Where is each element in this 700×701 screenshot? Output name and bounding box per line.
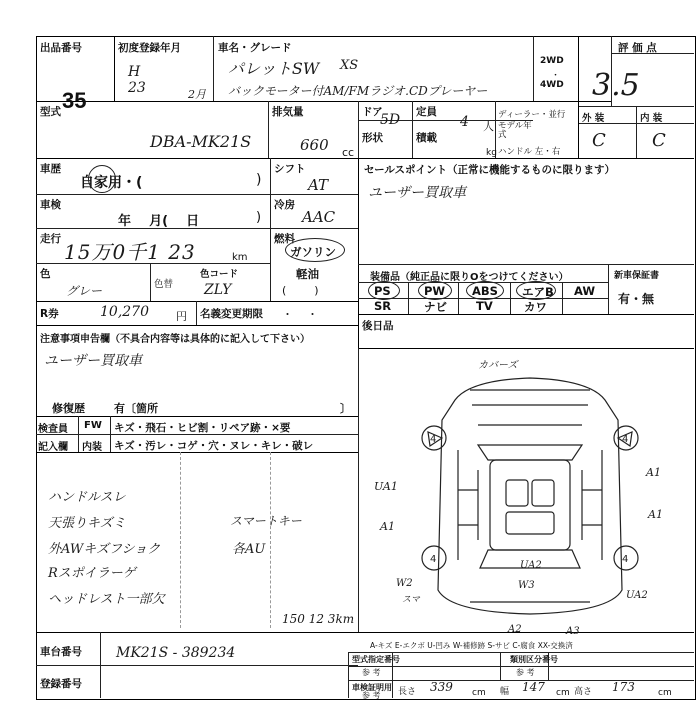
doors: 5D	[380, 112, 401, 128]
interior-label: 内 装	[640, 113, 663, 124]
color-label: 色	[40, 268, 51, 280]
car-name: パレットSW	[228, 59, 320, 78]
damage-mark: A3	[566, 626, 580, 637]
new-warranty: 有・無	[618, 292, 655, 306]
car-grade: XS	[340, 58, 359, 73]
shape-label: 形状	[362, 132, 383, 144]
title-deadline: ・ ・	[282, 308, 318, 321]
equip-tv: TV	[476, 299, 493, 313]
diagram-bottom-label: スマ	[402, 595, 420, 605]
side-note: スマートキー	[230, 514, 302, 528]
height: 173	[612, 680, 635, 694]
divider	[578, 36, 579, 158]
divider	[196, 301, 197, 325]
entry-label: 記入欄	[38, 442, 68, 453]
divider	[100, 632, 101, 698]
drive-4wd: 4WD	[540, 80, 564, 90]
chassis-label: 車台番号	[40, 646, 82, 658]
divider	[636, 106, 637, 158]
mileage-label: 走行	[40, 233, 61, 245]
ac-label: 冷房	[274, 199, 295, 211]
color-code: ZLY	[204, 282, 232, 298]
cm-unit: cm	[472, 688, 486, 698]
divider	[36, 416, 358, 417]
history-value: 自家用・(	[80, 175, 143, 191]
width-label: 幅	[500, 687, 510, 697]
divider	[348, 680, 694, 681]
equip-abs: ABS	[472, 284, 498, 298]
fuel-circle-mark	[285, 238, 345, 262]
svg-text:4: 4	[622, 554, 629, 565]
length-label: 長さ	[398, 687, 417, 697]
note-line: 外AWキズフショク	[48, 542, 161, 557]
exterior-grade: C	[592, 130, 606, 151]
divider	[510, 282, 511, 314]
divider	[358, 101, 359, 158]
interior-check-label: 内装	[82, 442, 102, 453]
mileage-note: 150 12 3km	[282, 612, 355, 626]
first-registration-era: H	[128, 64, 141, 80]
divider	[608, 264, 609, 314]
damage-mark: A1	[646, 466, 661, 479]
drive-2wd: 2WD	[540, 56, 564, 66]
divider	[36, 301, 358, 302]
divider	[358, 158, 359, 348]
km-unit: km	[232, 252, 248, 263]
notice-text: ユーザー買取車	[44, 353, 142, 369]
divider	[78, 416, 79, 452]
score: 3.5	[592, 68, 640, 103]
capacity: 4	[460, 114, 469, 130]
damage-legend: A-キズ E-エクボ U-凹み W-補修跡 S-サビ C-腐食 XX-交換済	[370, 641, 573, 650]
dashed-guide	[270, 452, 272, 628]
equip-navi: ナビ	[424, 300, 447, 314]
note-line: ハンドルスレ	[48, 490, 126, 505]
repair-history: 有〔箇所	[114, 402, 158, 415]
later-items-label: 後日品	[362, 320, 394, 332]
cm-unit: cm	[658, 688, 672, 698]
mileage: 15万0千1 23	[64, 240, 196, 264]
ac-type: AAC	[302, 208, 336, 226]
fw-items: キズ・飛石・ヒビ割・リペア跡・×要	[114, 422, 291, 434]
lot-number-label: 出品番号	[40, 42, 82, 54]
category-label: 類別区分番号	[510, 655, 558, 664]
divider	[358, 264, 694, 265]
interior-items: キズ・汚レ・コゲ・穴・ヌレ・キレ・破レ	[114, 440, 314, 452]
note-line: 天張りキズミ	[48, 516, 126, 531]
ref-label-3: 参 考	[362, 691, 381, 700]
svg-text:4: 4	[622, 434, 629, 445]
title-deadline-label: 名義変更期限	[200, 308, 263, 320]
first-registration-year: 23	[128, 80, 146, 96]
sales-point-text: ユーザー買取車	[368, 185, 466, 201]
diagram-top-label: カバーズ	[478, 360, 518, 371]
repair-history-close: 〕	[340, 402, 351, 415]
inspection-close-paren: )	[256, 210, 262, 225]
dashed-guide	[180, 452, 182, 628]
handle-label: ハンドル 左・右	[498, 147, 561, 157]
recycle-value: 10,270	[100, 304, 149, 320]
shift-label: シフト	[274, 163, 306, 175]
inspection-label: 車検	[40, 199, 61, 211]
fuel-gasoline: ガソリン	[290, 245, 336, 259]
car-options: バックモーター付AM/FMラジオ.CDプレーヤー	[228, 84, 488, 98]
divider	[36, 665, 358, 666]
cc-unit: cc	[342, 146, 355, 159]
chassis-number: MK21S - 389234	[116, 645, 236, 661]
dealer-label: ディーラー・並行	[498, 110, 566, 120]
displacement-label: 排気量	[272, 106, 304, 118]
recycle-label: R券	[40, 308, 59, 320]
length: 339	[430, 680, 453, 694]
persons-unit: 人	[483, 120, 494, 133]
divider	[348, 652, 694, 653]
capacity-label: 定員	[416, 106, 437, 118]
notice-label: 注意事項申告欄（不具合内容等は具体的に記入して下さい）	[40, 334, 310, 345]
doors-label: ドア	[362, 106, 383, 118]
exterior-label: 外 装	[582, 113, 605, 124]
color-change-label: 色替	[154, 279, 174, 290]
drive-dot: ・	[551, 71, 561, 81]
damage-mark: UA2	[626, 590, 648, 601]
height-label: 高さ	[574, 687, 593, 697]
divider	[408, 282, 409, 314]
note-line: ヘッドレスト一部欠	[48, 592, 165, 607]
ref-label-2: 参 考	[516, 668, 535, 677]
car-name-grade-label: 車名・グレード	[218, 42, 292, 54]
color-code-label: 色コード	[200, 269, 239, 280]
divider	[270, 194, 358, 195]
equip-leather: カワ	[524, 300, 547, 314]
divider	[268, 101, 269, 158]
load-label: 積載	[416, 132, 437, 144]
divider	[533, 36, 534, 101]
divider	[458, 282, 459, 314]
divider	[36, 632, 694, 633]
damage-mark: UA2	[520, 560, 542, 571]
equip-pw: PW	[424, 284, 446, 298]
divider	[562, 282, 563, 314]
equip-circle-mark	[368, 281, 400, 300]
divider	[270, 228, 358, 229]
registration-label: 登録番号	[40, 678, 82, 690]
score-label: 評 価 点	[618, 42, 657, 54]
divider	[110, 416, 111, 452]
shift: AT	[308, 176, 329, 194]
divider	[36, 101, 611, 102]
divider	[348, 652, 349, 698]
model-code: DBA-MK21S	[150, 132, 252, 151]
divider	[412, 101, 413, 158]
damage-mark: A1	[380, 520, 395, 533]
damage-mark: UA1	[374, 480, 398, 493]
divider	[358, 348, 359, 632]
sales-point-label: セールスポイント（正常に機能するものに限ります）	[364, 164, 616, 176]
history-label: 車歴	[40, 163, 61, 175]
divider	[358, 348, 694, 349]
displacement: 660	[300, 136, 329, 154]
divider	[213, 36, 214, 101]
divider	[150, 263, 151, 301]
model-label: 型式	[40, 106, 61, 118]
divider	[270, 158, 271, 301]
inspection-cert-label: 車検証明用	[352, 683, 392, 692]
equip-circle-mark	[516, 281, 556, 300]
fw-label: FW	[84, 420, 102, 431]
damage-mark: A1	[648, 508, 663, 521]
fuel-other: ( )	[282, 284, 319, 297]
history-circle-mark	[88, 165, 116, 193]
svg-text:4: 4	[430, 434, 437, 445]
equip-airbag: エアB	[522, 285, 554, 299]
color: グレー	[66, 284, 103, 298]
lot-number: 35	[62, 88, 87, 113]
equip-circle-mark	[466, 281, 504, 300]
equip-circle-mark	[418, 281, 452, 300]
svg-text:4: 4	[430, 554, 437, 565]
divider	[114, 36, 115, 101]
divider	[36, 194, 270, 195]
interior-grade: C	[652, 130, 666, 151]
divider	[500, 652, 501, 680]
repair-history-label: 修復歴	[52, 402, 85, 415]
first-registration-month: 2月	[188, 88, 206, 101]
inspector-label: 検査員	[38, 424, 68, 435]
equip-sr: SR	[374, 299, 392, 313]
side-note: 各AU	[232, 542, 266, 557]
history-close-paren: )	[256, 172, 262, 188]
fuel-diesel: 軽油	[296, 267, 319, 281]
equip-aw: AW	[574, 284, 596, 298]
cm-unit: cm	[556, 688, 570, 698]
damage-mark: W2	[396, 578, 413, 589]
equip-ps: PS	[374, 284, 391, 298]
equipment-label: 装備品（純正品に限りOをつけてください）	[370, 272, 569, 283]
inspection-date: 年 月( 日	[118, 214, 200, 229]
note-line: Rスポイラーゲ	[48, 566, 136, 581]
width: 147	[522, 680, 545, 694]
divider	[36, 158, 694, 159]
first-registration-label: 初度登録年月	[118, 42, 181, 54]
damage-mark: A2	[508, 624, 522, 635]
new-warranty-label: 新車保証書	[614, 271, 660, 281]
damage-mark: W3	[518, 580, 535, 591]
yen-unit: 円	[176, 310, 187, 323]
kg-unit: kg	[486, 148, 497, 158]
divider	[36, 325, 358, 326]
fuel-label: 燃料	[274, 233, 295, 245]
ref-label: 参 考	[362, 668, 381, 677]
model-year-label: モデル年式	[498, 121, 532, 140]
type-designation-label: 型式指定番号	[352, 655, 400, 664]
